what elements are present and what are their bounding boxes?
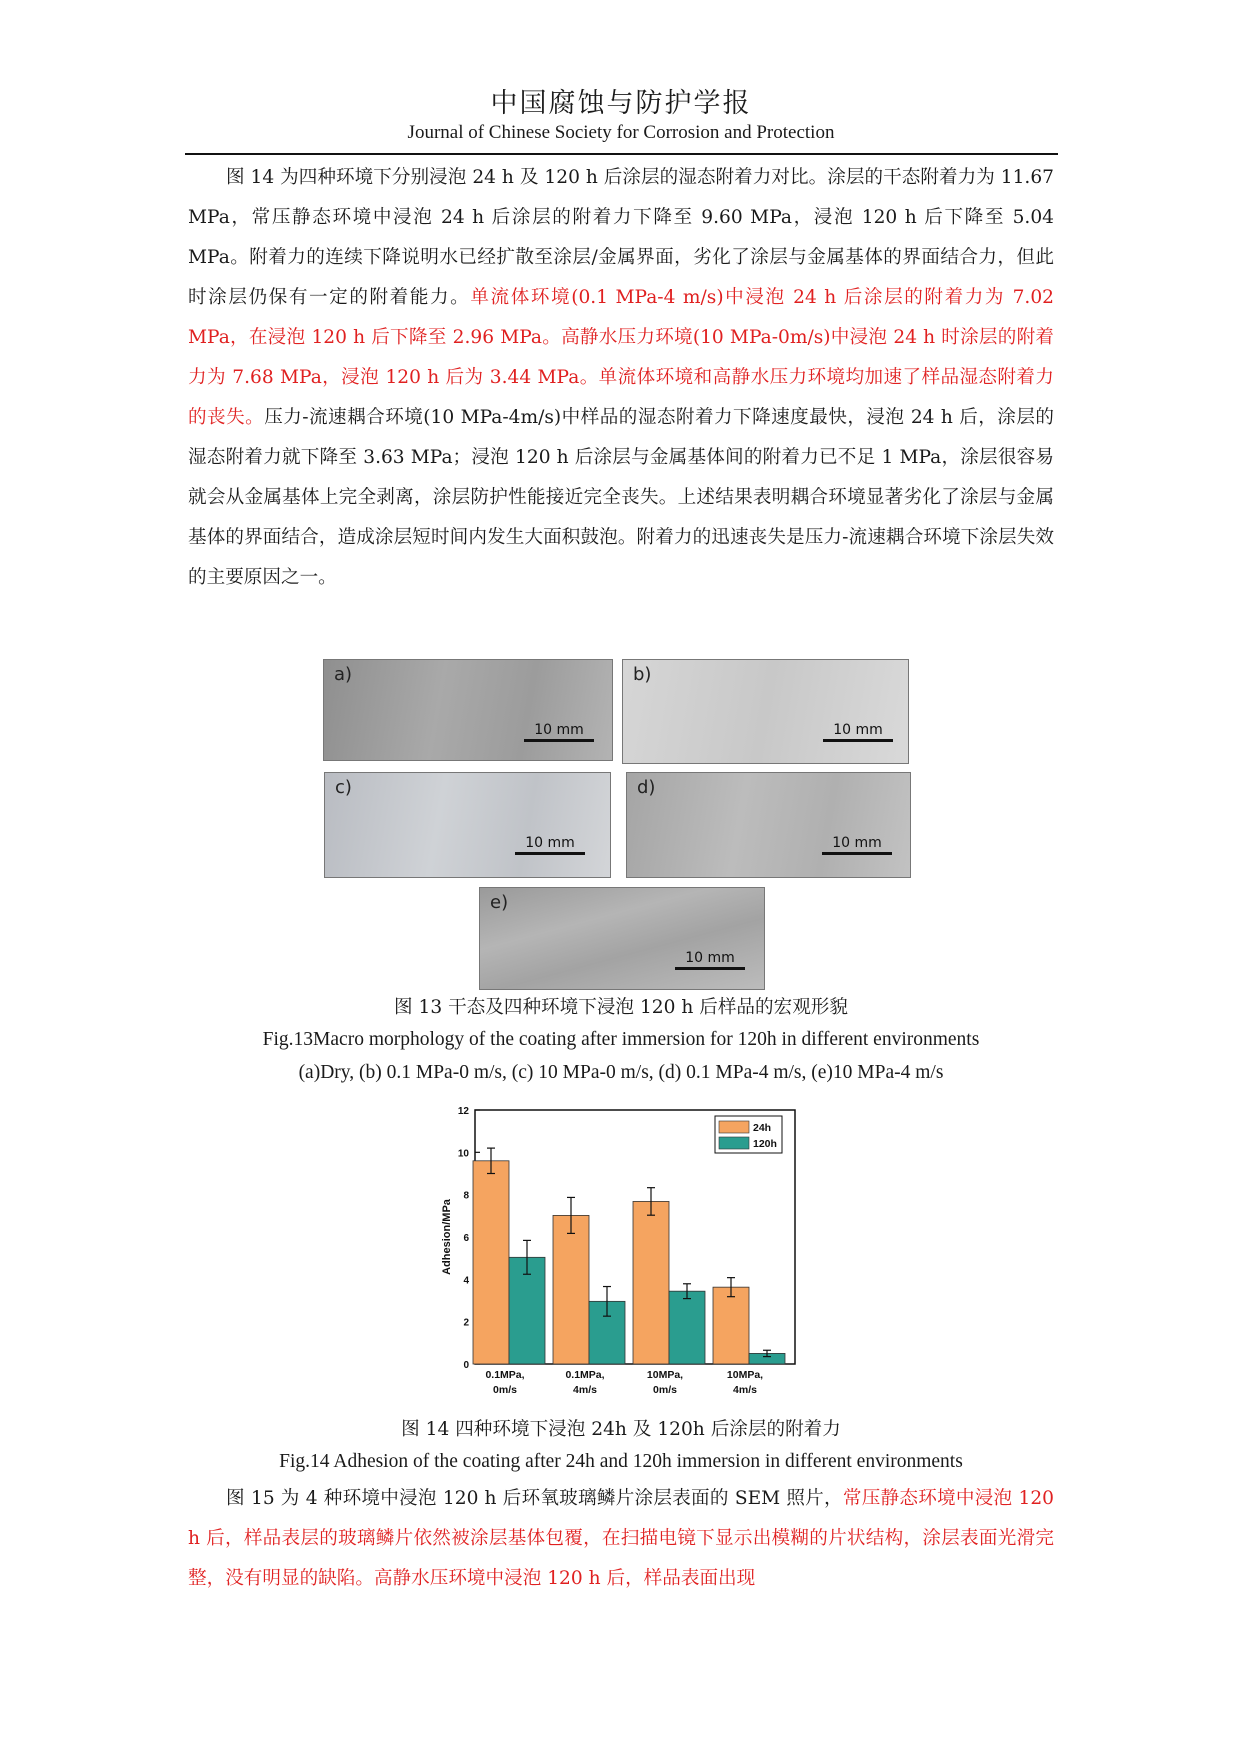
x-category-label: 0.1MPa, xyxy=(565,1369,605,1381)
figure14-caption-en: Fig.14 Adhesion of the coating after 24h and 120h immersion in different environments xyxy=(279,1451,963,1472)
y-tick-label: 8 xyxy=(463,1190,469,1202)
photo-panel-a xyxy=(323,659,613,761)
bar-24h xyxy=(553,1215,589,1364)
bar-24h xyxy=(473,1161,509,1364)
paragraph-adhesion xyxy=(188,158,1054,598)
journal-title-en: Journal of Chinese Society for Corrosion and Protection xyxy=(407,122,835,143)
scale-bar: 10 mm xyxy=(823,722,893,742)
legend-swatch xyxy=(719,1121,749,1133)
scale-bar: 10 mm xyxy=(515,835,585,855)
y-tick-label: 0 xyxy=(463,1360,469,1371)
figure13-caption-cn: 图 13 干态及四种环境下浸泡 120 h 后样品的宏观形貌 xyxy=(394,997,848,1018)
panel-label: a) xyxy=(334,664,353,685)
paragraph-sem xyxy=(188,1479,1054,1599)
paragraph-text: 图 15 为 4 种环境中浸泡 120 h 后环氧玻璃鳞片涂层表面的 SEM 照片， xyxy=(226,1488,843,1509)
x-category-label: 10MPa, xyxy=(646,1369,684,1381)
paragraph-text: 图 14 为四种环境下分别浸泡 24 h 及 120 h 后涂层的湿态附着力对比。涂层的干态附着力为 11.67 MPa，常压静态环境中浸泡 24 h 后涂层的附着力下降至 9.60 MPa，浸泡 120 h 后下降至 5.04 MPa。附着力的连续下降说明水已经扩散至涂层/金属界面，劣化了涂层与金属基体的界面结合力，但此时涂层仍保有一定的附着能力。 xyxy=(188,167,1054,308)
figure14-caption-cn: 图 14 四种环境下浸泡 24h 及 120h 后涂层的附着力 xyxy=(401,1419,841,1440)
paragraph-text: 压力-流速耦合环境(10 MPa-4m/s)中样品的湿态附着力下降速度最快，浸泡 24 h 后，涂层的湿态附着力就下降至 3.63 MPa；浸泡 120 h 后涂层与金属基体间的附着力已不足 1 MPa，涂层很容易就会从金属基体上完全剥离，涂层防护性能接近完全丧失。上述结果表明耦合环境显著劣化了涂层与金属基体的界面结合，造成涂层短时间内发生大面积鼓泡。附着力的迅速丧失是压力-流速耦合环境下涂层失效的主要原因之一。 xyxy=(188,407,1054,588)
legend-swatch xyxy=(719,1137,749,1149)
paragraph-text-highlight: 常压静态环境中浸泡 120 h 后，样品表层的玻璃鳞片依然被涂层基体包覆，在扫描电镜下显示出模糊的片状结构，涂层表面光滑完整，没有明显的缺陷。高静水压环境中浸泡 120 h 后，样品表面出现 xyxy=(188,1488,1055,1589)
figure13-caption-en: Fig.13Macro morphology of the coating after immersion for 120h in different environments xyxy=(262,1029,980,1050)
bar-24h xyxy=(633,1201,669,1364)
scale-bar: 10 mm xyxy=(524,722,594,742)
journal-title-cn: 中国腐蚀与防护学报 xyxy=(490,88,752,119)
legend-label: 24h xyxy=(753,1122,772,1134)
adhesion-bar-chart xyxy=(425,1098,800,1413)
panel-label: c) xyxy=(335,777,352,798)
photo-panel-c xyxy=(324,772,611,878)
y-tick-label: 4 xyxy=(463,1275,469,1287)
photo-panel-b xyxy=(622,659,909,764)
photo-panel-d xyxy=(626,772,911,878)
photo-panel-e xyxy=(479,887,765,990)
panel-label: d) xyxy=(637,777,656,798)
x-category-label: 4m/s xyxy=(573,1384,597,1396)
x-category-label: 0.1MPa, xyxy=(485,1369,525,1381)
paragraph-text-highlight: 单流体环境(0.1 MPa-4 m/s)中浸泡 24 h 后涂层的附着力为 7.02 MPa，在浸泡 120 h 后下降至 2.96 MPa。高静水压力环境(10 MPa-0m/s)中浸泡 24 h 时涂层的附着力为 7.68 MPa，浸泡 120 h 后为 3.44 MPa。单流体环境和高静水压力环境均加速了样品湿态附着力的丧失。 xyxy=(188,287,1054,428)
x-category-label: 4m/s xyxy=(733,1384,757,1396)
x-category-label: 0m/s xyxy=(653,1384,677,1396)
scale-bar: 10 mm xyxy=(822,835,892,855)
x-category-label: 10MPa, xyxy=(726,1369,764,1381)
legend-label: 120h xyxy=(753,1138,777,1150)
panel-label: b) xyxy=(633,664,652,685)
header-rule xyxy=(185,153,1058,155)
x-category-label: 0m/s xyxy=(493,1384,517,1396)
journal-header xyxy=(187,86,1055,144)
y-tick-label: 2 xyxy=(463,1317,469,1329)
bar-120h xyxy=(669,1291,705,1364)
scale-bar: 10 mm xyxy=(675,950,745,970)
y-tick-label: 12 xyxy=(457,1106,469,1117)
y-tick-label: 10 xyxy=(457,1148,469,1160)
y-axis-label: Adhesion/MPa xyxy=(441,1199,453,1275)
bar-24h xyxy=(713,1287,749,1364)
panel-label: e) xyxy=(490,892,509,913)
figure13-caption-en-legend: (a)Dry, (b) 0.1 MPa-0 m/s, (c) 10 MPa-0 m/s, (d) 0.1 MPa-4 m/s, (e)10 MPa-4 m/s xyxy=(298,1062,944,1083)
y-tick-label: 6 xyxy=(463,1233,469,1244)
